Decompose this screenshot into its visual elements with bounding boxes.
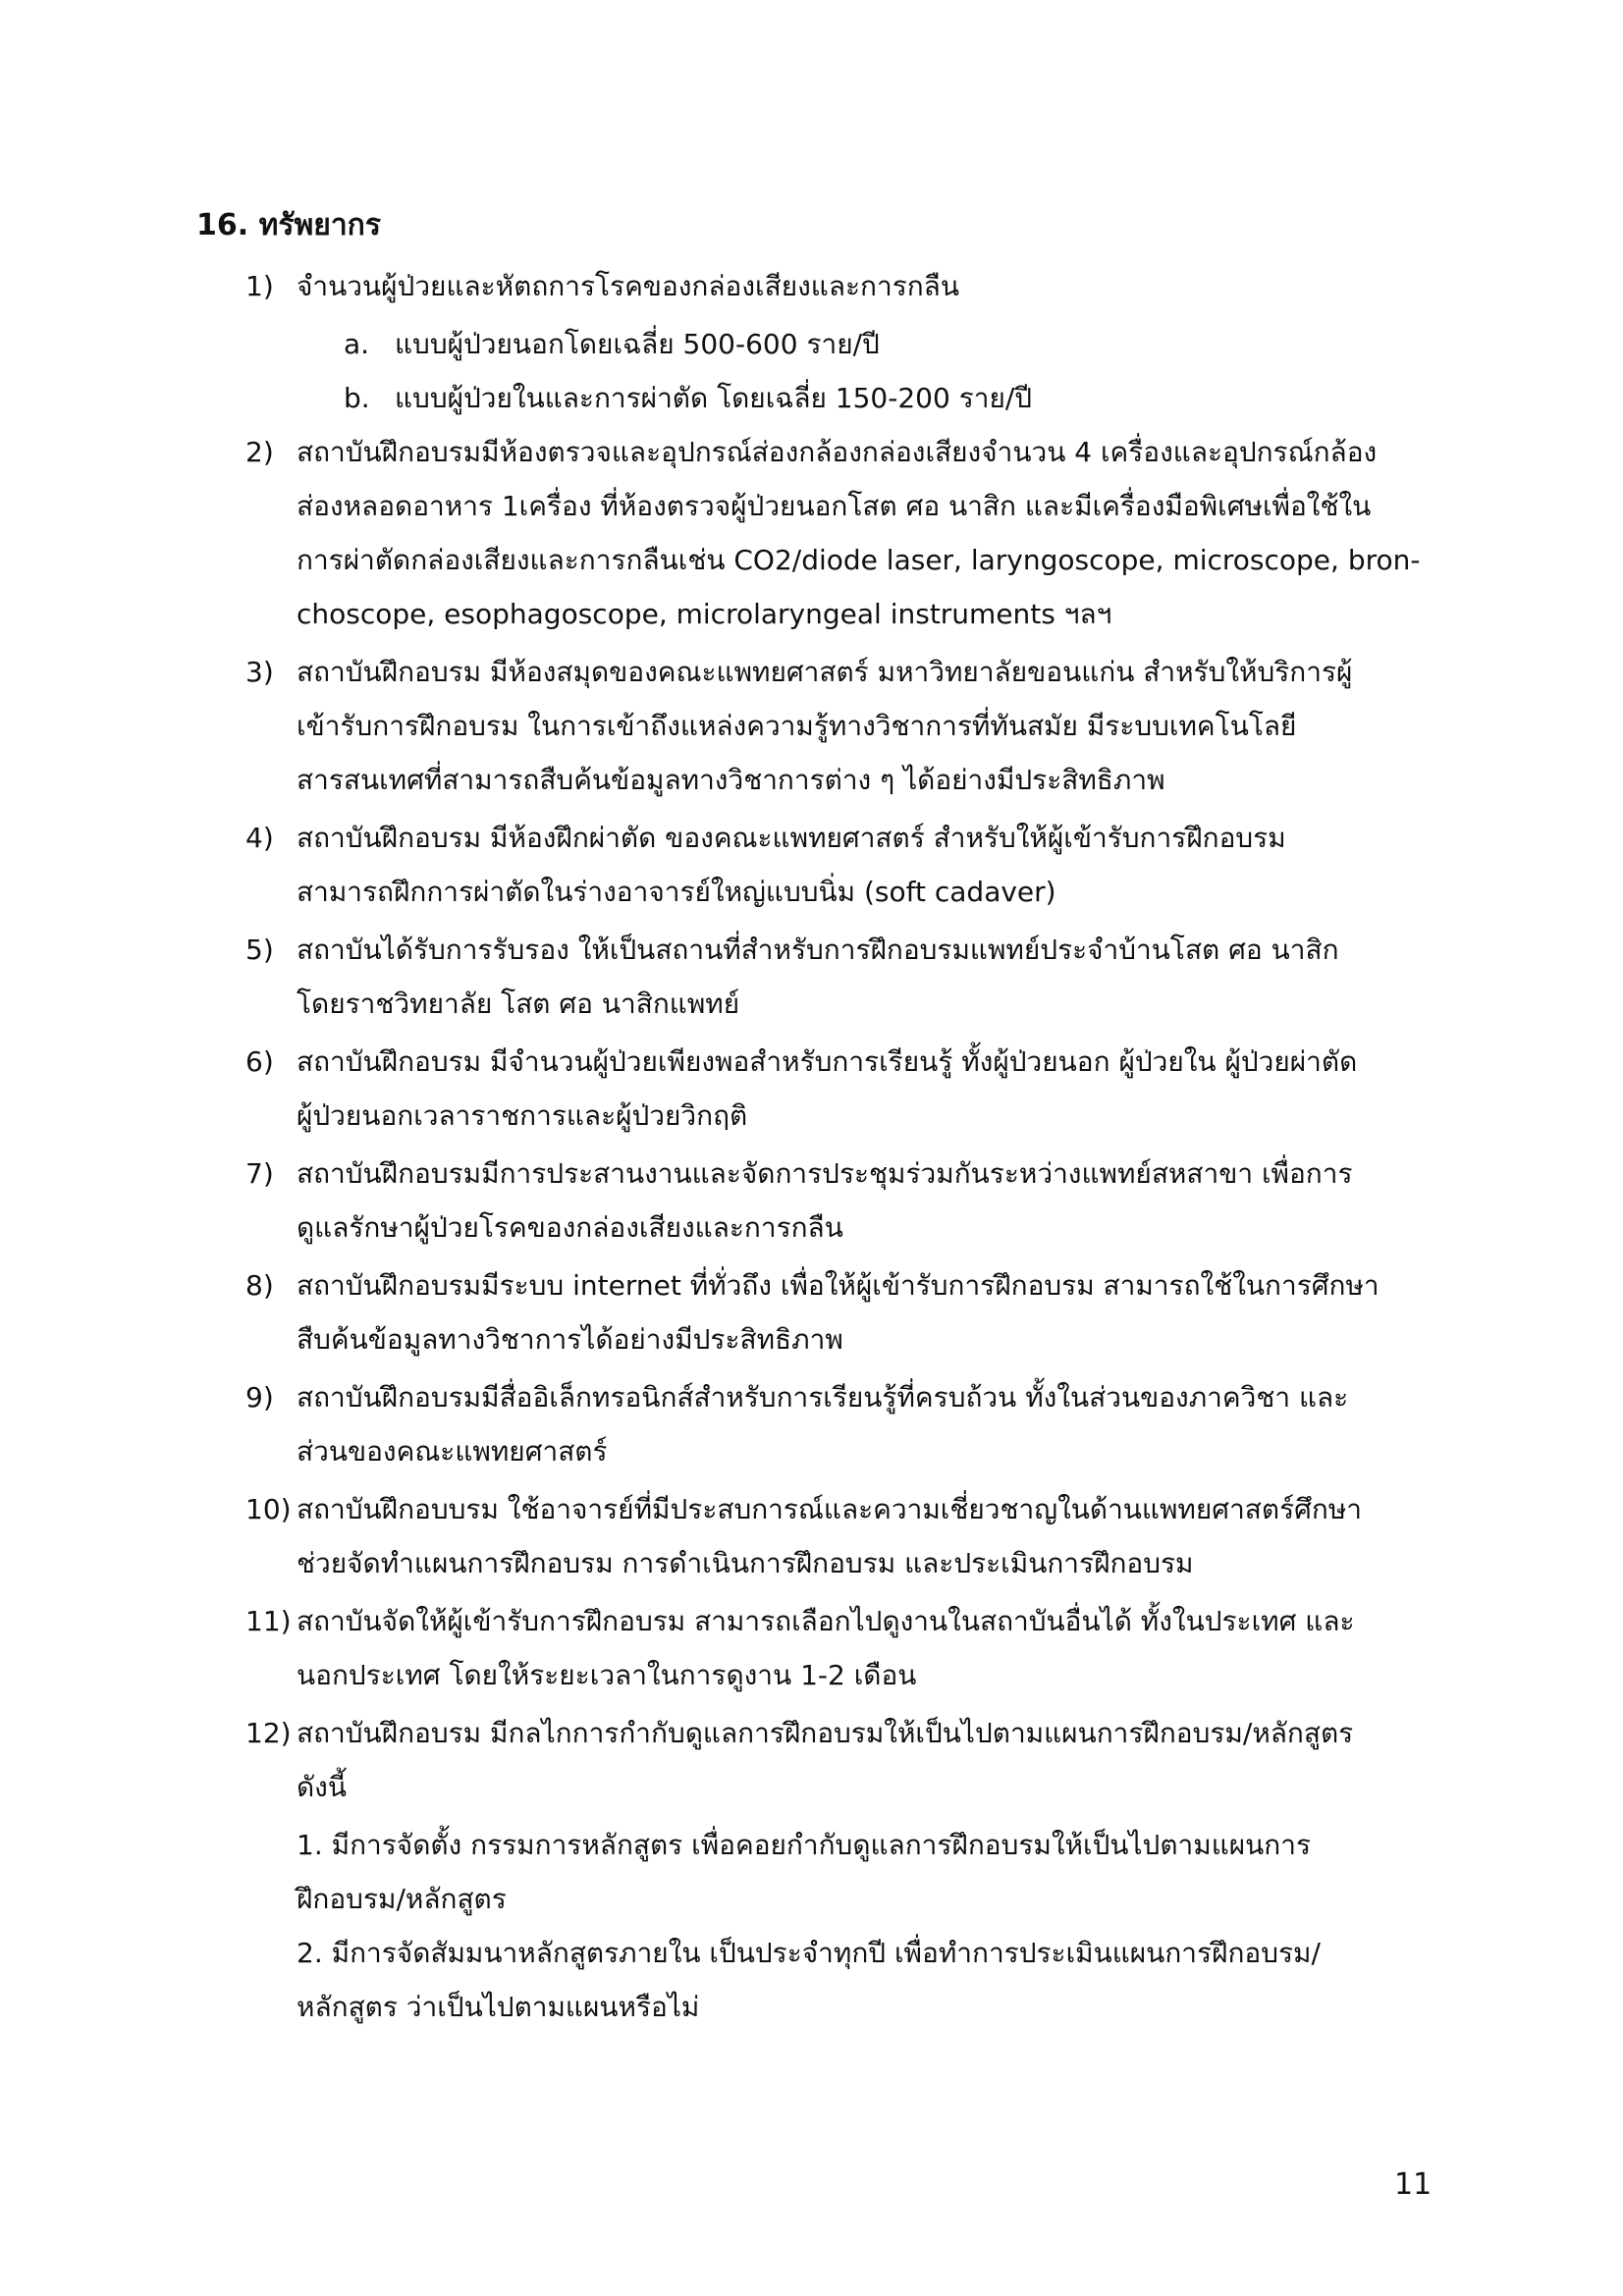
- sub-item-label: b.: [344, 382, 370, 414]
- list-item: [245, 1035, 1453, 1143]
- list-item-line: ดังนี้: [297, 1771, 347, 1803]
- sub-item-text: แบบผู้ป่วยในและการผ่าตัด โดยเฉลี่ย 150-200 ราย/ปี: [395, 382, 1033, 414]
- list-item: [245, 1706, 1453, 1814]
- mechanism-note: [245, 1818, 1453, 1926]
- list-item-line: สถาบันได้รับการรับรอง ให้เป็นสถานที่สำหรับการฝึกอบรมแพทย์ประจำบ้านโสต ศอ นาสิก: [297, 934, 1339, 966]
- list-item-number: 3): [245, 656, 274, 688]
- list-item-line: การผ่าตัดกล่องเสียงและการกลืนเช่น CO2/diode laser, laryngoscope, microscope, bron-: [297, 544, 1421, 576]
- page-number: 11: [1394, 2167, 1433, 2202]
- list-item-body: [297, 259, 1453, 313]
- mechanism-note: [245, 1926, 1453, 2034]
- list-item-line: สถาบันฝึกอบรม มีห้องสมุดของคณะแพทยศาสตร์ มหาวิทยาลัยขอนแก่น สำหรับให้บริการผู้: [297, 656, 1353, 688]
- list-item-number: 1): [245, 270, 274, 302]
- list-item-line: โดยราชวิทยาลัย โสต ศอ นาสิกแพทย์: [297, 988, 740, 1020]
- list-item-body: [297, 1482, 1453, 1590]
- list-item: [245, 811, 1453, 919]
- list-item-body: [297, 811, 1453, 919]
- list-item-number: 12): [245, 1717, 292, 1749]
- list-item: [245, 1594, 1453, 1702]
- mechanism-note-line: ฝึกอบรม/หลักสูตร: [297, 1883, 507, 1915]
- list-item: [245, 645, 1453, 807]
- list-item-number: 7): [245, 1157, 274, 1190]
- list-item-number: 6): [245, 1045, 274, 1078]
- list-item: [245, 1147, 1453, 1255]
- list-item: [245, 259, 1453, 313]
- list-item-line: สถาบันฝึกอบบรม ใช้อาจารย์ที่มีประสบการณ์และความเชี่ยวชาญในด้านแพทยศาสตร์ศึกษา: [297, 1493, 1363, 1525]
- list-item-line: choscope, esophagoscope, microlaryngeal instruments ฯลฯ: [297, 598, 1112, 630]
- list-item-number: 2): [245, 436, 274, 468]
- list-item-line: สารสนเทศที่สามารถสืบค้นข้อมูลทางวิชาการต่าง ๆ ได้อย่างมีประสิทธิภาพ: [297, 764, 1165, 796]
- list-item-line: สถาบันฝึกอบรมมีระบบ internet ที่ทั่วถึง เพื่อให้ผู้เข้ารับการฝึกอบรม สามารถใช้ในการศึกษา: [297, 1269, 1380, 1302]
- list-item-line: ช่วยจัดทำแผนการฝึกอบรม การดำเนินการฝึกอบรม และประเมินการฝึกอบรม: [297, 1547, 1194, 1579]
- list-item-line: สืบค้นข้อมูลทางวิชาการได้อย่างมีประสิทธิภาพ: [297, 1323, 843, 1356]
- sub-item-label: a.: [344, 328, 370, 360]
- list-item-line: สถาบันฝึกอบรมมีห้องตรวจและอุปกรณ์ส่องกล้องกล่องเสียงจำนวน 4 เครื่องและอุปกรณ์กล้อง: [297, 436, 1378, 468]
- list-item-body: [297, 645, 1453, 807]
- list-item-line: สามารถฝึกการผ่าตัดในร่างอาจารย์ใหญ่แบบนิ่ม (soft cadaver): [297, 876, 1056, 908]
- list-item-body: [297, 425, 1453, 641]
- list-item-line: ส่วนของคณะแพทยศาสตร์: [297, 1435, 608, 1468]
- list-item-line: เข้ารับการฝึกอบรม ในการเข้าถึงแหล่งความรู้ทางวิชาการที่ทันสมัย มีระบบเทคโนโลยี: [297, 710, 1297, 742]
- list-item-number: 9): [245, 1381, 274, 1414]
- list-item-body: [297, 1035, 1453, 1143]
- list-item-line: จำนวนผู้ป่วยและหัตถการโรคของกล่องเสียงและการกลืน: [297, 270, 959, 302]
- list-item-line: สถาบันฝึกอบรมมีการประสานงานและจัดการประชุมร่วมกันระหว่างแพทย์สหสาขา เพื่อการ: [297, 1157, 1353, 1190]
- list-item-body: [297, 1706, 1453, 1814]
- list-item: [245, 1258, 1453, 1366]
- sub-item: [245, 317, 1453, 371]
- mechanism-note-line: 1. มีการจัดตั้ง กรรมการหลักสูตร เพื่อคอยกำกับดูแลการฝึกอบรมให้เป็นไปตามแผนการ: [297, 1829, 1312, 1861]
- list-item-line: ดูแลรักษาผู้ป่วยโรคของกล่องเสียงและการกลืน: [297, 1211, 843, 1244]
- section-title: 16. ทรัพยากร: [196, 208, 381, 242]
- list-item-number: 4): [245, 822, 274, 854]
- list-item-number: 10): [245, 1493, 292, 1525]
- list-item: [245, 1482, 1453, 1590]
- resource-list: [245, 259, 1453, 2034]
- list-item-line: ผู้ป่วยนอกเวลาราชการและผู้ป่วยวิกฤติ: [297, 1099, 748, 1132]
- list-item-line: นอกประเทศ โดยให้ระยะเวลาในการดูงาน 1-2 เดือน: [297, 1659, 917, 1691]
- mechanism-note-line: หลักสูตร ว่าเป็นไปตามแผนหรือไม่: [297, 1991, 700, 2023]
- sub-item-text: แบบผู้ป่วยนอกโดยเฉลี่ย 500-600 ราย/ปี: [395, 328, 880, 360]
- list-item-body: [297, 1370, 1453, 1478]
- list-item-line: ส่องหลอดอาหาร 1เครื่อง ที่ห้องตรวจผู้ป่วยนอกโสต ศอ นาสิก และมีเครื่องมือพิเศษเพื่อใช้ใน: [297, 490, 1372, 522]
- list-item-line: สถาบันจัดให้ผู้เข้ารับการฝึกอบรม สามารถเลือกไปดูงานในสถาบันอื่นได้ ทั้งในประเทศ และ: [297, 1605, 1355, 1637]
- list-item-number: 5): [245, 934, 274, 966]
- list-item-body: [297, 1147, 1453, 1255]
- list-item-line: สถาบันฝึกอบรมมีสื่ออิเล็กทรอนิกส์สำหรับการเรียนรู้ที่ครบถ้วน ทั้งในส่วนของภาควิชา และ: [297, 1381, 1349, 1414]
- list-item-body: [297, 923, 1453, 1031]
- list-item: [245, 425, 1453, 641]
- list-item-number: 8): [245, 1269, 274, 1302]
- list-item-line: สถาบันฝึกอบรม มีจำนวนผู้ป่วยเพียงพอสำหรับการเรียนรู้ ทั้งผู้ป่วยนอก ผู้ป่วยใน ผู้ป่วยผ่าตัด: [297, 1045, 1358, 1078]
- list-item: [245, 923, 1453, 1031]
- list-item-body: [297, 1258, 1453, 1366]
- list-item-line: สถาบันฝึกอบรม มีกลไกการกำกับดูแลการฝึกอบรมให้เป็นไปตามแผนการฝึกอบรม/หลักสูตร: [297, 1717, 1354, 1749]
- list-item-number: 11): [245, 1605, 292, 1637]
- list-item: [245, 1370, 1453, 1478]
- list-item-line: สถาบันฝึกอบรม มีห้องฝึกผ่าตัด ของคณะแพทยศาสตร์ สำหรับให้ผู้เข้ารับการฝึกอบรม: [297, 822, 1286, 854]
- mechanism-note-line: 2. มีการจัดสัมมนาหลักสูตรภายใน เป็นประจำทุกปี เพื่อทำการประเมินแผนการฝึกอบรม/: [297, 1937, 1321, 1969]
- list-item-body: [297, 1594, 1453, 1702]
- sub-item: [245, 371, 1453, 425]
